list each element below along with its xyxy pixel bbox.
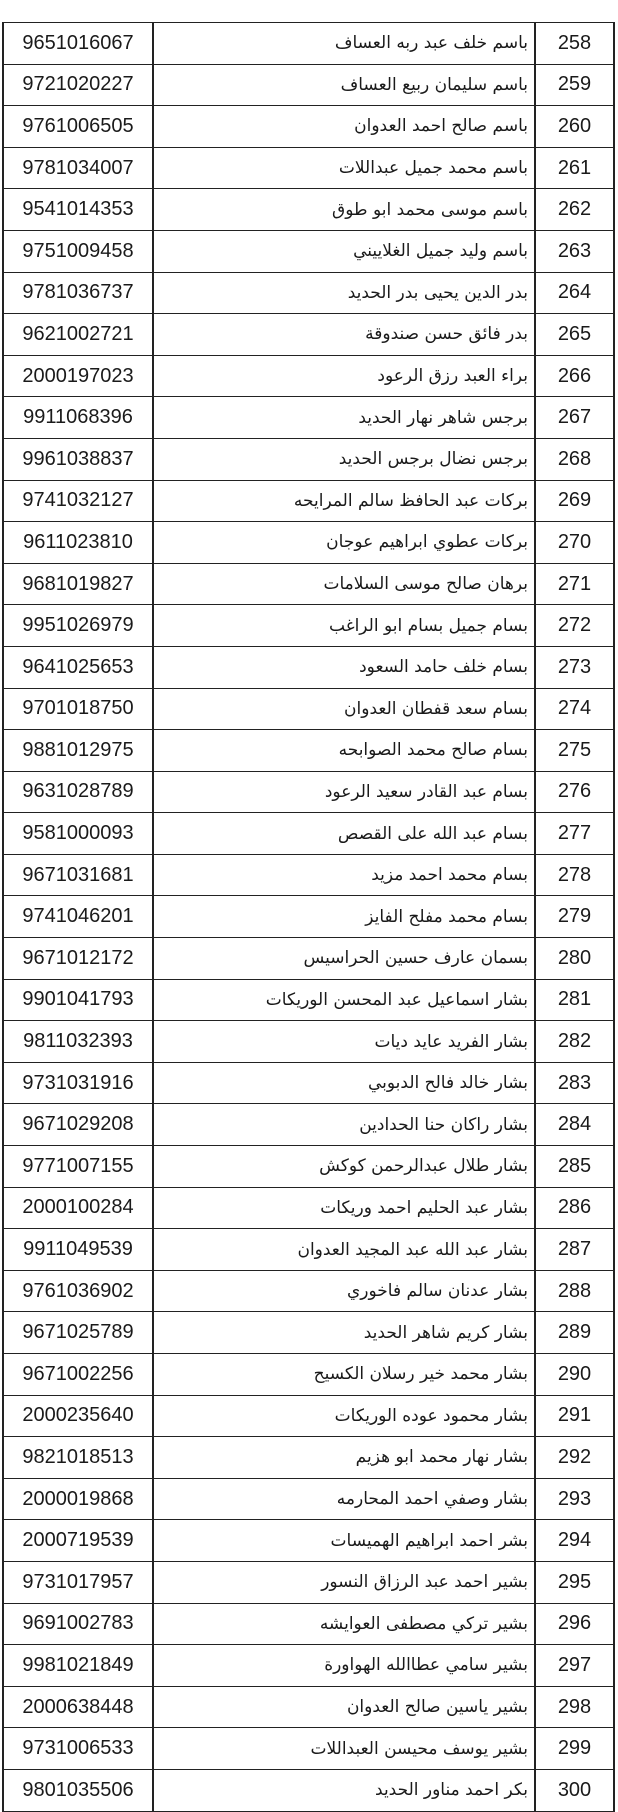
row-number-cell: 293 bbox=[535, 1478, 614, 1520]
records-table bbox=[2, 22, 615, 1812]
row-number-cell: 278 bbox=[535, 854, 614, 896]
table-row bbox=[3, 1686, 614, 1728]
table-row bbox=[3, 1520, 614, 1562]
table-row bbox=[3, 189, 614, 231]
table-row bbox=[3, 1769, 614, 1811]
table-row bbox=[3, 1561, 614, 1603]
national-id-cell: 2000638448 bbox=[3, 1686, 153, 1728]
row-number-cell: 295 bbox=[535, 1561, 614, 1603]
national-id-cell: 9621002721 bbox=[3, 314, 153, 356]
national-id-cell: 9691002783 bbox=[3, 1603, 153, 1645]
table-row bbox=[3, 1354, 614, 1396]
national-id-cell: 9671012172 bbox=[3, 938, 153, 980]
row-number-cell: 285 bbox=[535, 1146, 614, 1188]
table-row bbox=[3, 1478, 614, 1520]
national-id-cell: 9911049539 bbox=[3, 1229, 153, 1271]
full-name-cell: بشير تركي مصطفى العوايشه bbox=[153, 1603, 535, 1645]
full-name-cell: بشار عدنان سالم فاخوري bbox=[153, 1270, 535, 1312]
row-number-cell: 271 bbox=[535, 563, 614, 605]
national-id-cell: 9781034007 bbox=[3, 147, 153, 189]
full-name-cell: بشير يوسف محيسن العبداللات bbox=[153, 1728, 535, 1770]
full-name-cell: باسم خلف عبد ربه العساف bbox=[153, 23, 535, 65]
full-name-cell: بشار طلال عبدالرحمن كوكش bbox=[153, 1146, 535, 1188]
row-number-cell: 297 bbox=[535, 1645, 614, 1687]
full-name-cell: باسم وليد جميل الغلاييني bbox=[153, 230, 535, 272]
table-row bbox=[3, 1437, 614, 1479]
row-number-cell: 276 bbox=[535, 771, 614, 813]
row-number-cell: 267 bbox=[535, 397, 614, 439]
national-id-cell: 2000100284 bbox=[3, 1187, 153, 1229]
national-id-cell: 9671002256 bbox=[3, 1354, 153, 1396]
table-row bbox=[3, 1187, 614, 1229]
national-id-cell: 2000719539 bbox=[3, 1520, 153, 1562]
table-row bbox=[3, 730, 614, 772]
row-number-cell: 294 bbox=[535, 1520, 614, 1562]
national-id-cell: 2000235640 bbox=[3, 1395, 153, 1437]
row-number-cell: 272 bbox=[535, 605, 614, 647]
full-name-cell: بشار خالد فالح الدبوبي bbox=[153, 1062, 535, 1104]
row-number-cell: 270 bbox=[535, 522, 614, 564]
full-name-cell: بسمان عارف حسين الحراسيس bbox=[153, 938, 535, 980]
national-id-cell: 9951026979 bbox=[3, 605, 153, 647]
table-row bbox=[3, 64, 614, 106]
full-name-cell: بشير احمد عبد الرزاق النسور bbox=[153, 1561, 535, 1603]
table-row bbox=[3, 605, 614, 647]
row-number-cell: 265 bbox=[535, 314, 614, 356]
table-row bbox=[3, 1645, 614, 1687]
row-number-cell: 287 bbox=[535, 1229, 614, 1271]
table-row bbox=[3, 1104, 614, 1146]
national-id-cell: 9811032393 bbox=[3, 1021, 153, 1063]
full-name-cell: بسام جميل بسام ابو الراغب bbox=[153, 605, 535, 647]
national-id-cell: 9631028789 bbox=[3, 771, 153, 813]
national-id-cell: 9681019827 bbox=[3, 563, 153, 605]
row-number-cell: 260 bbox=[535, 106, 614, 148]
table-row bbox=[3, 230, 614, 272]
national-id-cell: 9731017957 bbox=[3, 1561, 153, 1603]
national-id-cell: 9611023810 bbox=[3, 522, 153, 564]
national-id-cell: 9901041793 bbox=[3, 979, 153, 1021]
full-name-cell: بسام محمد احمد مزيد bbox=[153, 854, 535, 896]
national-id-cell: 9771007155 bbox=[3, 1146, 153, 1188]
records-sheet bbox=[0, 22, 618, 1812]
national-id-cell: 9731031916 bbox=[3, 1062, 153, 1104]
national-id-cell: 9541014353 bbox=[3, 189, 153, 231]
full-name-cell: بشار الفريد عايد ديات bbox=[153, 1021, 535, 1063]
national-id-cell: 9671025789 bbox=[3, 1312, 153, 1354]
row-number-cell: 299 bbox=[535, 1728, 614, 1770]
table-row bbox=[3, 938, 614, 980]
full-name-cell: بركات عبد الحافظ سالم المرايحه bbox=[153, 480, 535, 522]
full-name-cell: برجس شاهر نهار الحديد bbox=[153, 397, 535, 439]
row-number-cell: 264 bbox=[535, 272, 614, 314]
row-number-cell: 266 bbox=[535, 355, 614, 397]
national-id-cell: 2000019868 bbox=[3, 1478, 153, 1520]
table-row bbox=[3, 854, 614, 896]
table-row bbox=[3, 1021, 614, 1063]
table-row bbox=[3, 563, 614, 605]
full-name-cell: بشار نهار محمد ابو هزيم bbox=[153, 1437, 535, 1479]
full-name-cell: بسام محمد مفلح الفايز bbox=[153, 896, 535, 938]
row-number-cell: 282 bbox=[535, 1021, 614, 1063]
national-id-cell: 9911068396 bbox=[3, 397, 153, 439]
national-id-cell: 9671029208 bbox=[3, 1104, 153, 1146]
table-row bbox=[3, 1312, 614, 1354]
table-row bbox=[3, 522, 614, 564]
row-number-cell: 281 bbox=[535, 979, 614, 1021]
full-name-cell: بسام صالح محمد الصوابحه bbox=[153, 730, 535, 772]
national-id-cell: 9651016067 bbox=[3, 23, 153, 65]
row-number-cell: 258 bbox=[535, 23, 614, 65]
national-id-cell: 9801035506 bbox=[3, 1769, 153, 1811]
full-name-cell: بشير ياسين صالح العدوان bbox=[153, 1686, 535, 1728]
row-number-cell: 280 bbox=[535, 938, 614, 980]
national-id-cell: 9761036902 bbox=[3, 1270, 153, 1312]
full-name-cell: بشار عبد الله عبد المجيد العدوان bbox=[153, 1229, 535, 1271]
national-id-cell: 9741046201 bbox=[3, 896, 153, 938]
full-name-cell: بشار كريم شاهر الحديد bbox=[153, 1312, 535, 1354]
full-name-cell: باسم موسى محمد ابو طوق bbox=[153, 189, 535, 231]
full-name-cell: بدر الدين يحيى بدر الحديد bbox=[153, 272, 535, 314]
row-number-cell: 290 bbox=[535, 1354, 614, 1396]
table-row bbox=[3, 355, 614, 397]
table-row bbox=[3, 1062, 614, 1104]
records-table-body bbox=[3, 23, 614, 1812]
row-number-cell: 262 bbox=[535, 189, 614, 231]
row-number-cell: 292 bbox=[535, 1437, 614, 1479]
table-row bbox=[3, 438, 614, 480]
full-name-cell: بشر احمد ابراهيم الهميسات bbox=[153, 1520, 535, 1562]
row-number-cell: 283 bbox=[535, 1062, 614, 1104]
table-row bbox=[3, 397, 614, 439]
row-number-cell: 289 bbox=[535, 1312, 614, 1354]
table-row bbox=[3, 106, 614, 148]
full-name-cell: بشير سامي عطاالله الهواورة bbox=[153, 1645, 535, 1687]
row-number-cell: 269 bbox=[535, 480, 614, 522]
full-name-cell: بركات عطوي ابراهيم عوجان bbox=[153, 522, 535, 564]
full-name-cell: بكر احمد مناور الحديد bbox=[153, 1769, 535, 1811]
row-number-cell: 268 bbox=[535, 438, 614, 480]
row-number-cell: 291 bbox=[535, 1395, 614, 1437]
table-row bbox=[3, 688, 614, 730]
full-name-cell: بشار اسماعيل عبد المحسن الوريكات bbox=[153, 979, 535, 1021]
full-name-cell: بسام عبد الله على القصص bbox=[153, 813, 535, 855]
table-row bbox=[3, 813, 614, 855]
row-number-cell: 259 bbox=[535, 64, 614, 106]
table-row bbox=[3, 147, 614, 189]
national-id-cell: 9981021849 bbox=[3, 1645, 153, 1687]
row-number-cell: 275 bbox=[535, 730, 614, 772]
table-row bbox=[3, 480, 614, 522]
national-id-cell: 9641025653 bbox=[3, 646, 153, 688]
row-number-cell: 300 bbox=[535, 1769, 614, 1811]
national-id-cell: 9731006533 bbox=[3, 1728, 153, 1770]
full-name-cell: باسم محمد جميل عبداللات bbox=[153, 147, 535, 189]
national-id-cell: 9721020227 bbox=[3, 64, 153, 106]
national-id-cell: 2000197023 bbox=[3, 355, 153, 397]
national-id-cell: 9761006505 bbox=[3, 106, 153, 148]
national-id-cell: 9741032127 bbox=[3, 480, 153, 522]
row-number-cell: 296 bbox=[535, 1603, 614, 1645]
table-row bbox=[3, 979, 614, 1021]
full-name-cell: بشار محمد خير رسلان الكسيح bbox=[153, 1354, 535, 1396]
table-row bbox=[3, 314, 614, 356]
national-id-cell: 9671031681 bbox=[3, 854, 153, 896]
national-id-cell: 9701018750 bbox=[3, 688, 153, 730]
national-id-cell: 9881012975 bbox=[3, 730, 153, 772]
table-row bbox=[3, 896, 614, 938]
row-number-cell: 286 bbox=[535, 1187, 614, 1229]
full-name-cell: باسم سليمان ربيع العساف bbox=[153, 64, 535, 106]
full-name-cell: بسام عبد القادر سعيد الرعود bbox=[153, 771, 535, 813]
row-number-cell: 273 bbox=[535, 646, 614, 688]
row-number-cell: 298 bbox=[535, 1686, 614, 1728]
national-id-cell: 9751009458 bbox=[3, 230, 153, 272]
national-id-cell: 9781036737 bbox=[3, 272, 153, 314]
table-row bbox=[3, 1229, 614, 1271]
row-number-cell: 263 bbox=[535, 230, 614, 272]
row-number-cell: 284 bbox=[535, 1104, 614, 1146]
full-name-cell: بسام خلف حامد السعود bbox=[153, 646, 535, 688]
table-row bbox=[3, 1728, 614, 1770]
full-name-cell: باسم صالح احمد العدوان bbox=[153, 106, 535, 148]
table-row bbox=[3, 1395, 614, 1437]
table-row bbox=[3, 646, 614, 688]
full-name-cell: بسام سعد قفطان العدوان bbox=[153, 688, 535, 730]
national-id-cell: 9961038837 bbox=[3, 438, 153, 480]
table-row bbox=[3, 1603, 614, 1645]
row-number-cell: 277 bbox=[535, 813, 614, 855]
table-row bbox=[3, 1270, 614, 1312]
table-row bbox=[3, 771, 614, 813]
full-name-cell: برهان صالح موسى السلامات bbox=[153, 563, 535, 605]
full-name-cell: بشار راكان حنا الحدادين bbox=[153, 1104, 535, 1146]
row-number-cell: 279 bbox=[535, 896, 614, 938]
full-name-cell: بشار محمود عوده الوريكات bbox=[153, 1395, 535, 1437]
national-id-cell: 9821018513 bbox=[3, 1437, 153, 1479]
row-number-cell: 261 bbox=[535, 147, 614, 189]
full-name-cell: برجس نضال برجس الحديد bbox=[153, 438, 535, 480]
table-row bbox=[3, 272, 614, 314]
table-row bbox=[3, 1146, 614, 1188]
full-name-cell: براء العبد رزق الرعود bbox=[153, 355, 535, 397]
national-id-cell: 9581000093 bbox=[3, 813, 153, 855]
full-name-cell: بدر فائق حسن صندوقة bbox=[153, 314, 535, 356]
table-row bbox=[3, 23, 614, 65]
row-number-cell: 288 bbox=[535, 1270, 614, 1312]
full-name-cell: بشار عبد الحليم احمد وريكات bbox=[153, 1187, 535, 1229]
row-number-cell: 274 bbox=[535, 688, 614, 730]
full-name-cell: بشار وصفي احمد المحارمه bbox=[153, 1478, 535, 1520]
